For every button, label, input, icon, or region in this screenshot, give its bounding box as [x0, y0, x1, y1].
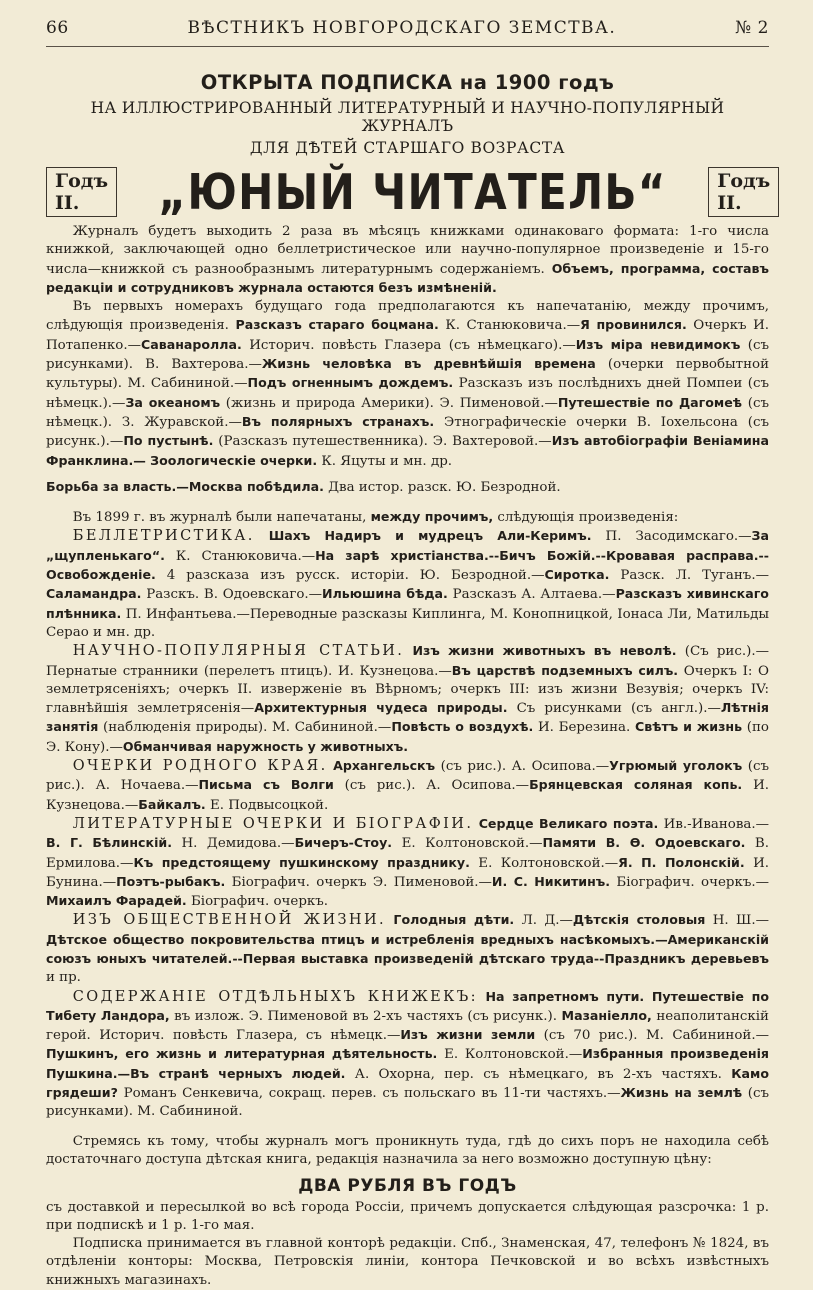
journal-title: ВѢСТНИКЪ НОВГОРОДСКАГО ЗЕМСТВА.: [187, 18, 617, 38]
section-social: ИЗЪ ОБЩЕСТВЕННОЙ ЖИЗНИ. Голодныя дѣти. Л. Д.—Дѣтскія столовыя Н. Ш.—Дѣтское общество покровительства птицъ и истребленія вредныхъ насѣкомыхъ.—Американскій союзъ юныхъ читателей.--Первая выставка произведеній дѣтскаго труда--Праздникъ деревьевъ и пр.: [46, 912, 769, 986]
running-head: [46, 18, 769, 47]
page-number: 66: [46, 18, 69, 38]
year-label-right: Годъ II.: [708, 167, 779, 217]
section-ocherki: ОЧЕРКИ РОДНОГО КРАЯ. Архангельскъ (съ рис.). А. Осипова.—Угрюмый уголокъ (съ рис.). А. Ночаева.—Письма съ Волги (съ рис.). А. Осипова.—Брянцевская соляная копь. И. Кузнецова.—Байкалъ. Е. Подвысоцкой.: [46, 758, 769, 813]
payment-terms: съ доставкой и пересылкой во всѣ города Россіи, причемъ допускается слѣдующая разсрочка: 1 р. при подпискѣ и 1 р. 1-го мая.: [46, 1199, 769, 1233]
section-belletristika: БЕЛЛЕТРИСТИКА. Шахъ Надиръ и мудрецъ Али-Керимъ. П. Засодимскаго.—За „щупленькаго“. К. Станюковича.—На зарѣ христіанства.--Бичъ Божій.--Кровавая расправа.--Освобожденіе. 4 разсказа изъ русск. исторіи. Ю. Безродной.—Сиротка. Разск. Л. Туганъ.—Саламандра. Разскъ. В. Одоевскаго.—Ильюшина бѣда. Разсказъ А. Алтаева.—Разсказъ хивинскаго плѣнника. П. Инфантьева.—Переводные разсказы Киплинга, М. Конопницкой, Іонаса Ли, Матильды Серао и мн. др.: [46, 528, 770, 640]
intro-paragraph: Журналъ будетъ выходить 2 раза въ мѣсяцъ книжками одинаковаго формата: 1-го числа книжкой, заключающей одно беллетристическое или научно-популярное произведеніе и 15-го числа—книжкой съ разнообразнымъ литературнымъ содержаніемъ. Объемъ, программа, составъ редакціи и сотрудниковъ журнала остаются безъ измѣненій.: [46, 224, 769, 295]
section-nauchno: НАУЧНО-ПОПУЛЯРНЫЯ СТАТЬИ. Изъ жизни животныхъ въ неволѣ. (Съ рис.).—Пернатые странники (перелетъ птицъ). И. Кузнецова.—Въ царствѣ подземныхъ силъ. Очеркъ I: О землетрясеніяхъ; очеркъ II. изверженіе въ Вѣрномъ; очеркъ III: изъ жизни Везувія; очеркъ IV: главнѣйшія землетрясенія—Архитектурныя чудеса природы. Съ рисунками (съ англ.).—Лѣтнія занятія (наблюденія природы). М. Сабининой.—Повѣсть о воздухѣ. И. Березина. Свѣтъ и жизнь (по Э. Кону).—Обманчивая наружность у животныхъ.: [46, 643, 770, 755]
printed-intro: Въ 1899 г. въ журналѣ были напечатаны, между прочимъ, слѣдующія произведенія:: [72, 509, 679, 526]
price-heading: ДВА РУБЛЯ ВЪ ГОДЪ: [298, 1176, 517, 1197]
section-heading: СОДЕРЖАНІЕ ОТДѢЛЬНЫХЪ КНИЖЕКЪ:: [72, 988, 478, 1005]
journal-description: НА ИЛЛЮСТРИРОВАННЫЙ ЛИТЕРАТУРНЫЙ И НАУЧНО-ПОПУЛЯРНЫЙ ЖУРНАЛЪ: [90, 99, 725, 135]
plans-extra: Борьба за власть.—Москва побѣдила. Два истор. разск. Ю. Безродной.: [46, 478, 561, 495]
journal-masthead-title: „ЮНЫЙ ЧИТАТЕЛЬ“: [158, 163, 667, 221]
section-heading: НАУЧНО-ПОПУЛЯРНЫЯ СТАТЬИ.: [72, 643, 405, 660]
section-books: СОДЕРЖАНІЕ ОТДѢЛЬНЫХЪ КНИЖЕКЪ: На запретномъ пути. Путешествіе по Тибету Ландора, въ излож. Э. Пименовой въ 2-хъ частяхъ (съ рисунк.). Мазаніелло, неаполитанскій герой. Историч. повѣсть Глазера, съ нѣмецк.—Изъ жизни земли (съ 70 рис.). М. Сабининой.—Пушкинъ, его жизнь и литературная дѣятельность. Е. Колтоновской.—Избранныя произведенія Пушкина.—Въ странѣ черныхъ людей. А. Охорна, пер. съ нѣмецкаго, въ 2-хъ частяхъ. Камо грядеши? Романъ Сенкевича, сокращ. перев. съ польскаго въ 11-ти частяхъ.—Жизнь на землѣ (съ рисунками). М. Сабининой.: [46, 988, 770, 1120]
section-heading: ЛИТЕРАТУРНЫЕ ОЧЕРКИ И БІОГРАФІИ.: [72, 815, 474, 832]
section-literary: ЛИТЕРАТУРНЫЕ ОЧЕРКИ И БІОГРАФІИ. Сердце Великаго поэта. Ив.-Иванова.—В. Г. Бѣлинскій. Н. Демидова.—Бичеръ-Стоу. Е. Колтоновской.—Памяти В. Ѳ. Одоевскаго. В. Ермилова.—Къ предстоящему пушкинскому празднику. Е. Колтоновской.—Я. П. Полонскій. И. Бунина.—Поэтъ-рыбакъ. Біографич. очеркъ Э. Пименовой.—И. С. Никитинъ. Біографич. очеркъ.—Михаилъ Фарадей. Біографич. очеркъ.: [46, 815, 770, 910]
section-heading: ИЗЪ ОБЩЕСТВЕННОЙ ЖИЗНИ.: [72, 912, 387, 929]
year-label-left: Годъ II.: [46, 167, 117, 217]
masthead: [46, 163, 769, 221]
section-heading: БЕЛЛЕТРИСТИКА.: [72, 528, 255, 545]
issue-number: № 2: [735, 18, 769, 38]
plans-paragraph: Въ первыхъ номерахъ будущаго года предполагаются къ напечатанію, между прочимъ, слѣдующія произведенія. Разсказъ стараго боцмана. К. Станюковича.—Я провинился. Очеркъ И. Потапенко.—Саванаролла. Историч. повѣсть Глазера (съ нѣмецкаго).—Изъ міра невидимокъ (съ рисунками). В. Вахтерова.—Жизнь человѣка въ древнѣйшія времена (очерки первобытной культуры). М. Сабининой.—Подъ огненнымъ дождемъ. Разсказъ изъ послѣднихъ дней Помпеи (съ нѣмецк.).—За океаномъ (жизнь и природа Америки). Э. Пименовой.—Путешествіе по Дагомеѣ (съ нѣмецк.). З. Журавской.—Въ полярныхъ странахъ. Этнографическіе очерки В. Іохельсона (съ рисунк.).—По пустынѣ. (Разсказъ путешественника). Э. Вахтеровой.—Изъ автобіографіи Веніамина Франклина.— Зоологическіе очерки. К. Яцуты и мн. др.: [46, 299, 769, 469]
closing-paragraph: Стремясь къ тому, чтобы журналъ могъ проникнуть туда, гдѣ до сихъ поръ не находила себѣ достаточнаго доступа дѣтская книга, редакція назначила за него возможно доступную цѣну:: [46, 1133, 769, 1167]
article-body: [46, 223, 769, 1290]
audience-line: ДЛЯ ДѢТЕЙ СТАРШАГО ВОЗРАСТА: [249, 139, 566, 157]
section-heading: ОЧЕРКИ РОДНОГО КРАЯ.: [72, 758, 328, 775]
subscription-office: Подписка принимается въ главной конторѣ редакціи. Спб., Знаменская, 47, телефонъ № 1824, въ отдѣленіи конторы: Москва, Петровскія линіи, контора Печковской и во всѣхъ извѣстныхъ книжныхъ магазинахъ.: [46, 1236, 769, 1288]
subscription-heading: ОТКРЫТА ПОДПИСКА на 1900 годъ: [200, 71, 615, 94]
